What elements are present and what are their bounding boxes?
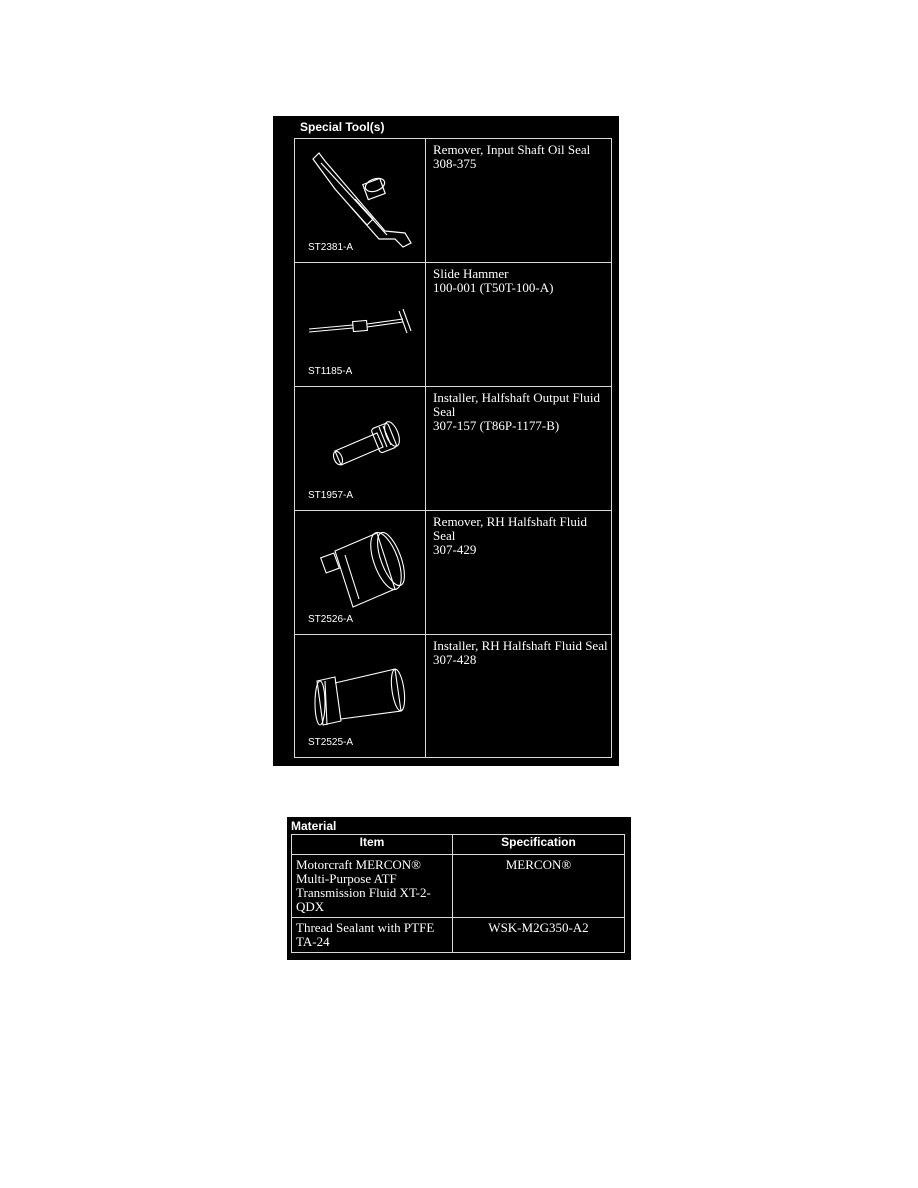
tool-row <box>294 386 612 510</box>
table-row <box>292 918 625 953</box>
tool-name: Slide Hammer <box>433 266 509 281</box>
tool-description <box>433 143 611 171</box>
tool-row <box>294 138 612 262</box>
table-row <box>292 855 625 918</box>
tool-description <box>433 639 611 667</box>
tool-description <box>433 515 611 557</box>
tool-illustration <box>295 387 426 510</box>
tool-illustration <box>295 263 426 386</box>
tool-name: Remover, RH Halfshaft Fluid Seal <box>433 514 588 543</box>
tool-code: ST2525-A <box>308 737 354 748</box>
material-item: Thread Sealant with PTFE TA-24 <box>292 918 453 953</box>
tool-name: Installer, Halfshaft Output Fluid Seal <box>433 390 601 419</box>
tool-number: 307-429 <box>433 542 477 557</box>
special-tools-panel <box>273 116 619 766</box>
tool-row <box>294 634 612 758</box>
material-specification: WSK-M2G350-A2 <box>453 918 625 953</box>
tool-name: Remover, Input Shaft Oil Seal <box>433 142 591 157</box>
tool-description <box>433 391 611 433</box>
special-tools-table <box>294 138 612 758</box>
material-table <box>291 834 625 953</box>
tool-code: ST1957-A <box>308 490 354 501</box>
tool-code: ST2381-A <box>308 242 354 253</box>
tool-number: 307-428 <box>433 652 477 667</box>
tool-number: 308-375 <box>433 156 477 171</box>
material-title: Material <box>291 819 337 833</box>
material-specification: MERCON® <box>453 855 625 918</box>
table-header-row <box>292 835 625 855</box>
tool-illustration <box>295 511 426 634</box>
special-tools-title: Special Tool(s) <box>300 120 385 134</box>
column-header-item: Item <box>292 835 453 855</box>
tool-name: Installer, RH Halfshaft Fluid Seal <box>433 638 608 653</box>
tool-number: 100-001 (T50T-100-A) <box>433 280 554 295</box>
tool-row <box>294 510 612 634</box>
material-panel <box>287 817 631 960</box>
column-header-specification: Specification <box>453 835 625 855</box>
tool-number: 307-157 (T86P-1177-B) <box>433 418 560 433</box>
tool-row <box>294 262 612 386</box>
material-item: Motorcraft MERCON® Multi-Purpose ATF Transmission Fluid XT-2-QDX <box>292 855 453 918</box>
tool-code: ST2526-A <box>308 614 354 625</box>
tool-description <box>433 267 611 295</box>
tool-code: ST1185-A <box>308 366 353 377</box>
tool-illustration <box>295 139 426 262</box>
tool-illustration <box>295 635 426 757</box>
